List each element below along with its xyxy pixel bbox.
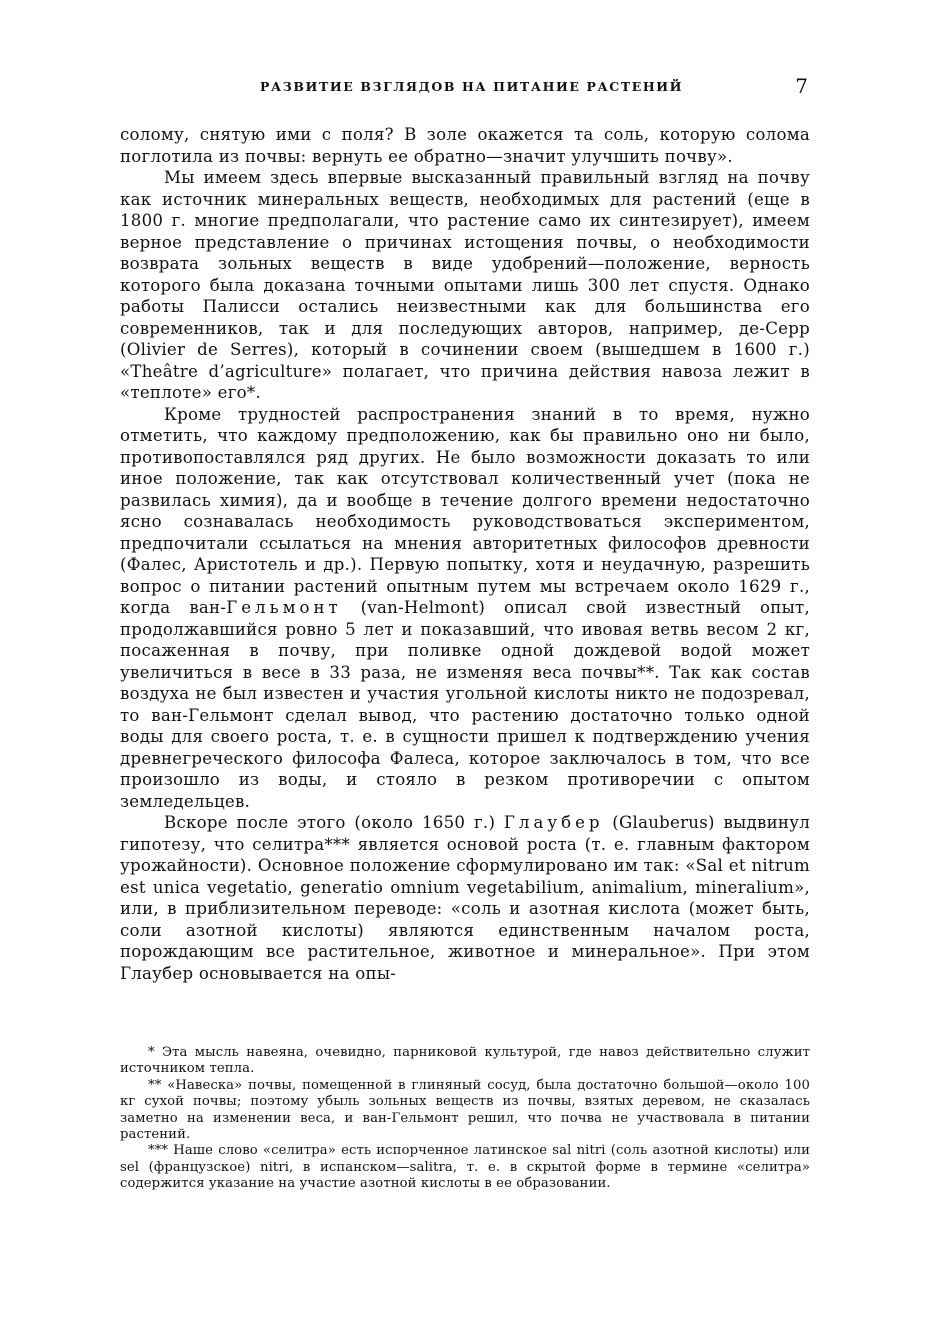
paragraph-3 xyxy=(120,404,810,813)
paragraph-4 xyxy=(120,812,810,984)
name-glauber: Глаубер xyxy=(503,813,604,832)
paragraph-3-text-b: (van-Helmont) описал свой известный опыт, продолжавшийся ровно 5 лет и показавший, что ивовая ветвь весом 2 кг, посаженная в почву, при поливке одной дождевой водой может увеличиться в весе в 33 раза, не изменяя веса почвы**. Так как состав воздуха не был известен и участия угольной кислоты никто не подозревал, то ван-Гельмонт сделал вывод, что растению достаточно только одной воды для своего роста, т. е. в сущности пришел к подтверждению учения древнегреческого философа Фалеса, которое заключалось в том, что все произошло из воды, и стояло в резком противоречии с опытом земледельцев. xyxy=(120,598,810,811)
paragraph-2: Мы имеем здесь впервые высказанный правильный взгляд на почву как источник минеральных веществ, необходимых для растений (еще в 1800 г. многие предполагали, что растение само их синтезирует), имеем верное представление о причинах истощения почвы, о необходимости возврата зольных веществ в виде удобрений—положение, верность которого была доказана точными опытами лишь 300 лет спустя. Однако работы Палисси остались неизвестными как для большинства его современников, так и для последующих авторов, например, де-Серр (Olivier de Serres), который в сочинении своем (вышедшем в 1600 г.) «Theâtre d’agriculture» полагает, что причина действия навоза лежит в «теплоте» его*. xyxy=(120,168,810,402)
footnotes xyxy=(120,1045,810,1193)
footnote-2: ** «Навеска» почвы, помещенной в глиняный сосуд, была достаточно большой—около 100 кг сухой почвы; поэтому убыль зольных веществ из почвы, взятых деревом, не сказалась заметно на изменении веса, и ван-Гельмонт решил, что почва не участвовала в питании растений. xyxy=(120,1077,810,1143)
page-header xyxy=(120,76,808,100)
paragraph-3-text-a: Кроме трудностей распространения знаний в то время, нужно отметить, что каждому предположению, как бы правильно оно ни было, противопоставлялся ряд других. Не было возможности доказать то или иное положение, так как отсутствовал количественный учет (пока не развилась химия), да и вообще в течение долгого времени недостаточно ясно сознавалась необходимость руководствоваться экспериментом, предпочитали ссылаться на мнения авторитетных философов древности (Фалес, Аристотель и др.). Первую попытку, хотя и неудачную, разрешить вопрос о питании растений опытным путем мы встречаем около 1629 г., когда ван- xyxy=(120,404,810,617)
page-number: 7 xyxy=(795,74,808,98)
main-text xyxy=(120,124,810,984)
footnote-3: *** Наше слово «селитра» есть испорченное латинское sal nitri (соль азотной кислоты) или sel (французское) nitri, в испанском—salitra, т. е. в скрытой форме в термине «селитра» содержится указание на участие азотной кислоты в ее образовании. xyxy=(120,1143,810,1192)
footnote-1: * Эта мысль навеяна, очевидно, парниковой культурой, где навоз действительно служит источником тепла. xyxy=(120,1045,810,1077)
paragraph-4-text-a: Вскоре после этого (около 1650 г.) xyxy=(164,813,504,832)
running-title: РАЗВИТИЕ ВЗГЛЯДОВ НА ПИТАНИЕ РАСТЕНИЙ xyxy=(260,79,684,94)
name-helmont: Гельмонт xyxy=(226,598,342,617)
paragraph-1: солому, снятую ими с поля? В золе окажется та соль, которую солома поглотила из почвы: вернуть ее обратно—значит улучшить почву». xyxy=(120,125,810,166)
paragraph-4-text-b: (Glauberus) выдвинул гипотезу, что селитра*** является основой роста (т. е. главным фактором урожайности). Основное положение сформулировано им так: «Sal et nitrum est unica vegetatio, generatio omnium vegetabilium, animalium, mineralium», или, в приблизительном переводе: «соль и азотная кислота (может быть, соли азотной кислоты) являются единственным началом роста, порождающим все растительное, животное и минеральное». При этом Глаубер основывается на опы- xyxy=(120,813,810,983)
